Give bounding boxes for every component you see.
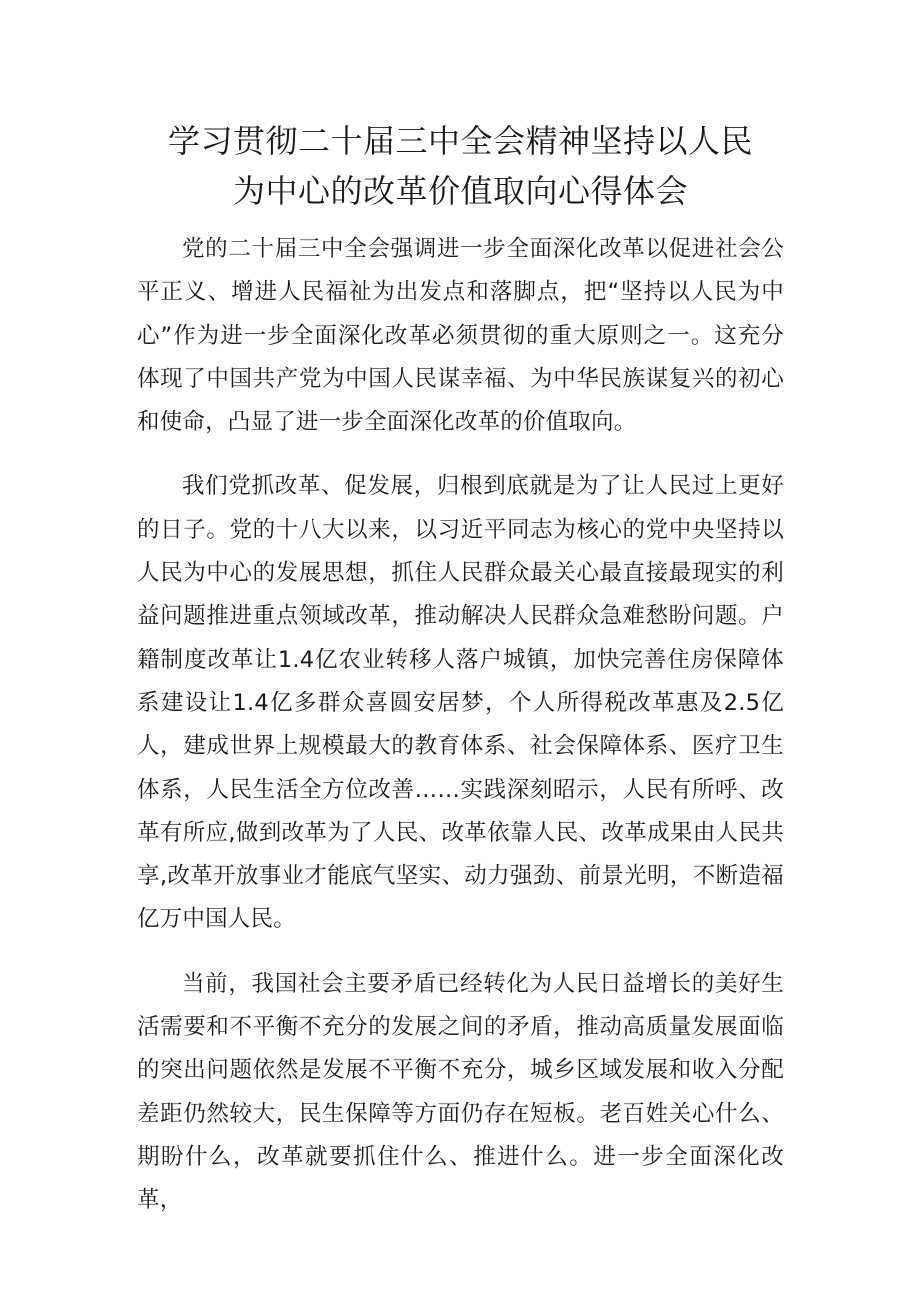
title-line-2: 为中心的改革价值取向心得体会 <box>232 172 688 210</box>
paragraph-3: 当前，我国社会主要矛盾已经转化为人民日益增长的美好生活需要和不平衡不充分的发展之间的矛盾，推动高质量发展面临的突出问题依然是发展不平衡不充分，城乡区域发展和收入分配差距仍然较大，民生保障等方面仍存在短板。老百姓关心什么、期盼什么，改革就要抓住什么、推进什么。进一步全面深化改革， <box>137 970 784 1214</box>
document-title <box>137 116 784 216</box>
paragraph-2: 我们党抓改革、促发展，归根到底就是为了让人民过上更好的日子。党的十八大以来，以习近平同志为核心的党中央坚持以人民为中心的发展思想，抓住人民群众最关心最直接最现实的利益问题推进重点领域改革，推动解决人民群众急难愁盼问题。户籍制度改革让1.4亿农业转移人落户城镇，加快完善住房保障体系建设让1.4亿多群众喜圆安居梦，个人所得税改革惠及2.5亿人，建成世界上规模最大的教育体系、社会保障体系、医疗卫生体系，人民生活全方位改善……实践深刻昭示，人民有所呼、改革有所应,做到改革为了人民、改革依靠人民、改革成果由人民共享,改革开放事业才能底气坚实、动力强劲、前景光明，不断造福亿万中国人民。 <box>137 473 784 933</box>
paragraph-1: 党的二十届三中全会强调进一步全面深化改革以促进社会公平正义、增进人民福祉为出发点和落脚点，把“坚持以人民为中心”作为进一步全面深化改革必须贯彻的重大原则之一。这充分体现了中国共产党为中国人民谋幸福、为中华民族谋复兴的初心和使命，凸显了进一步全面深化改革的价值取向。 <box>137 236 784 436</box>
title-line-1: 学习贯彻二十届三中全会精神坚持以人民 <box>167 122 753 160</box>
